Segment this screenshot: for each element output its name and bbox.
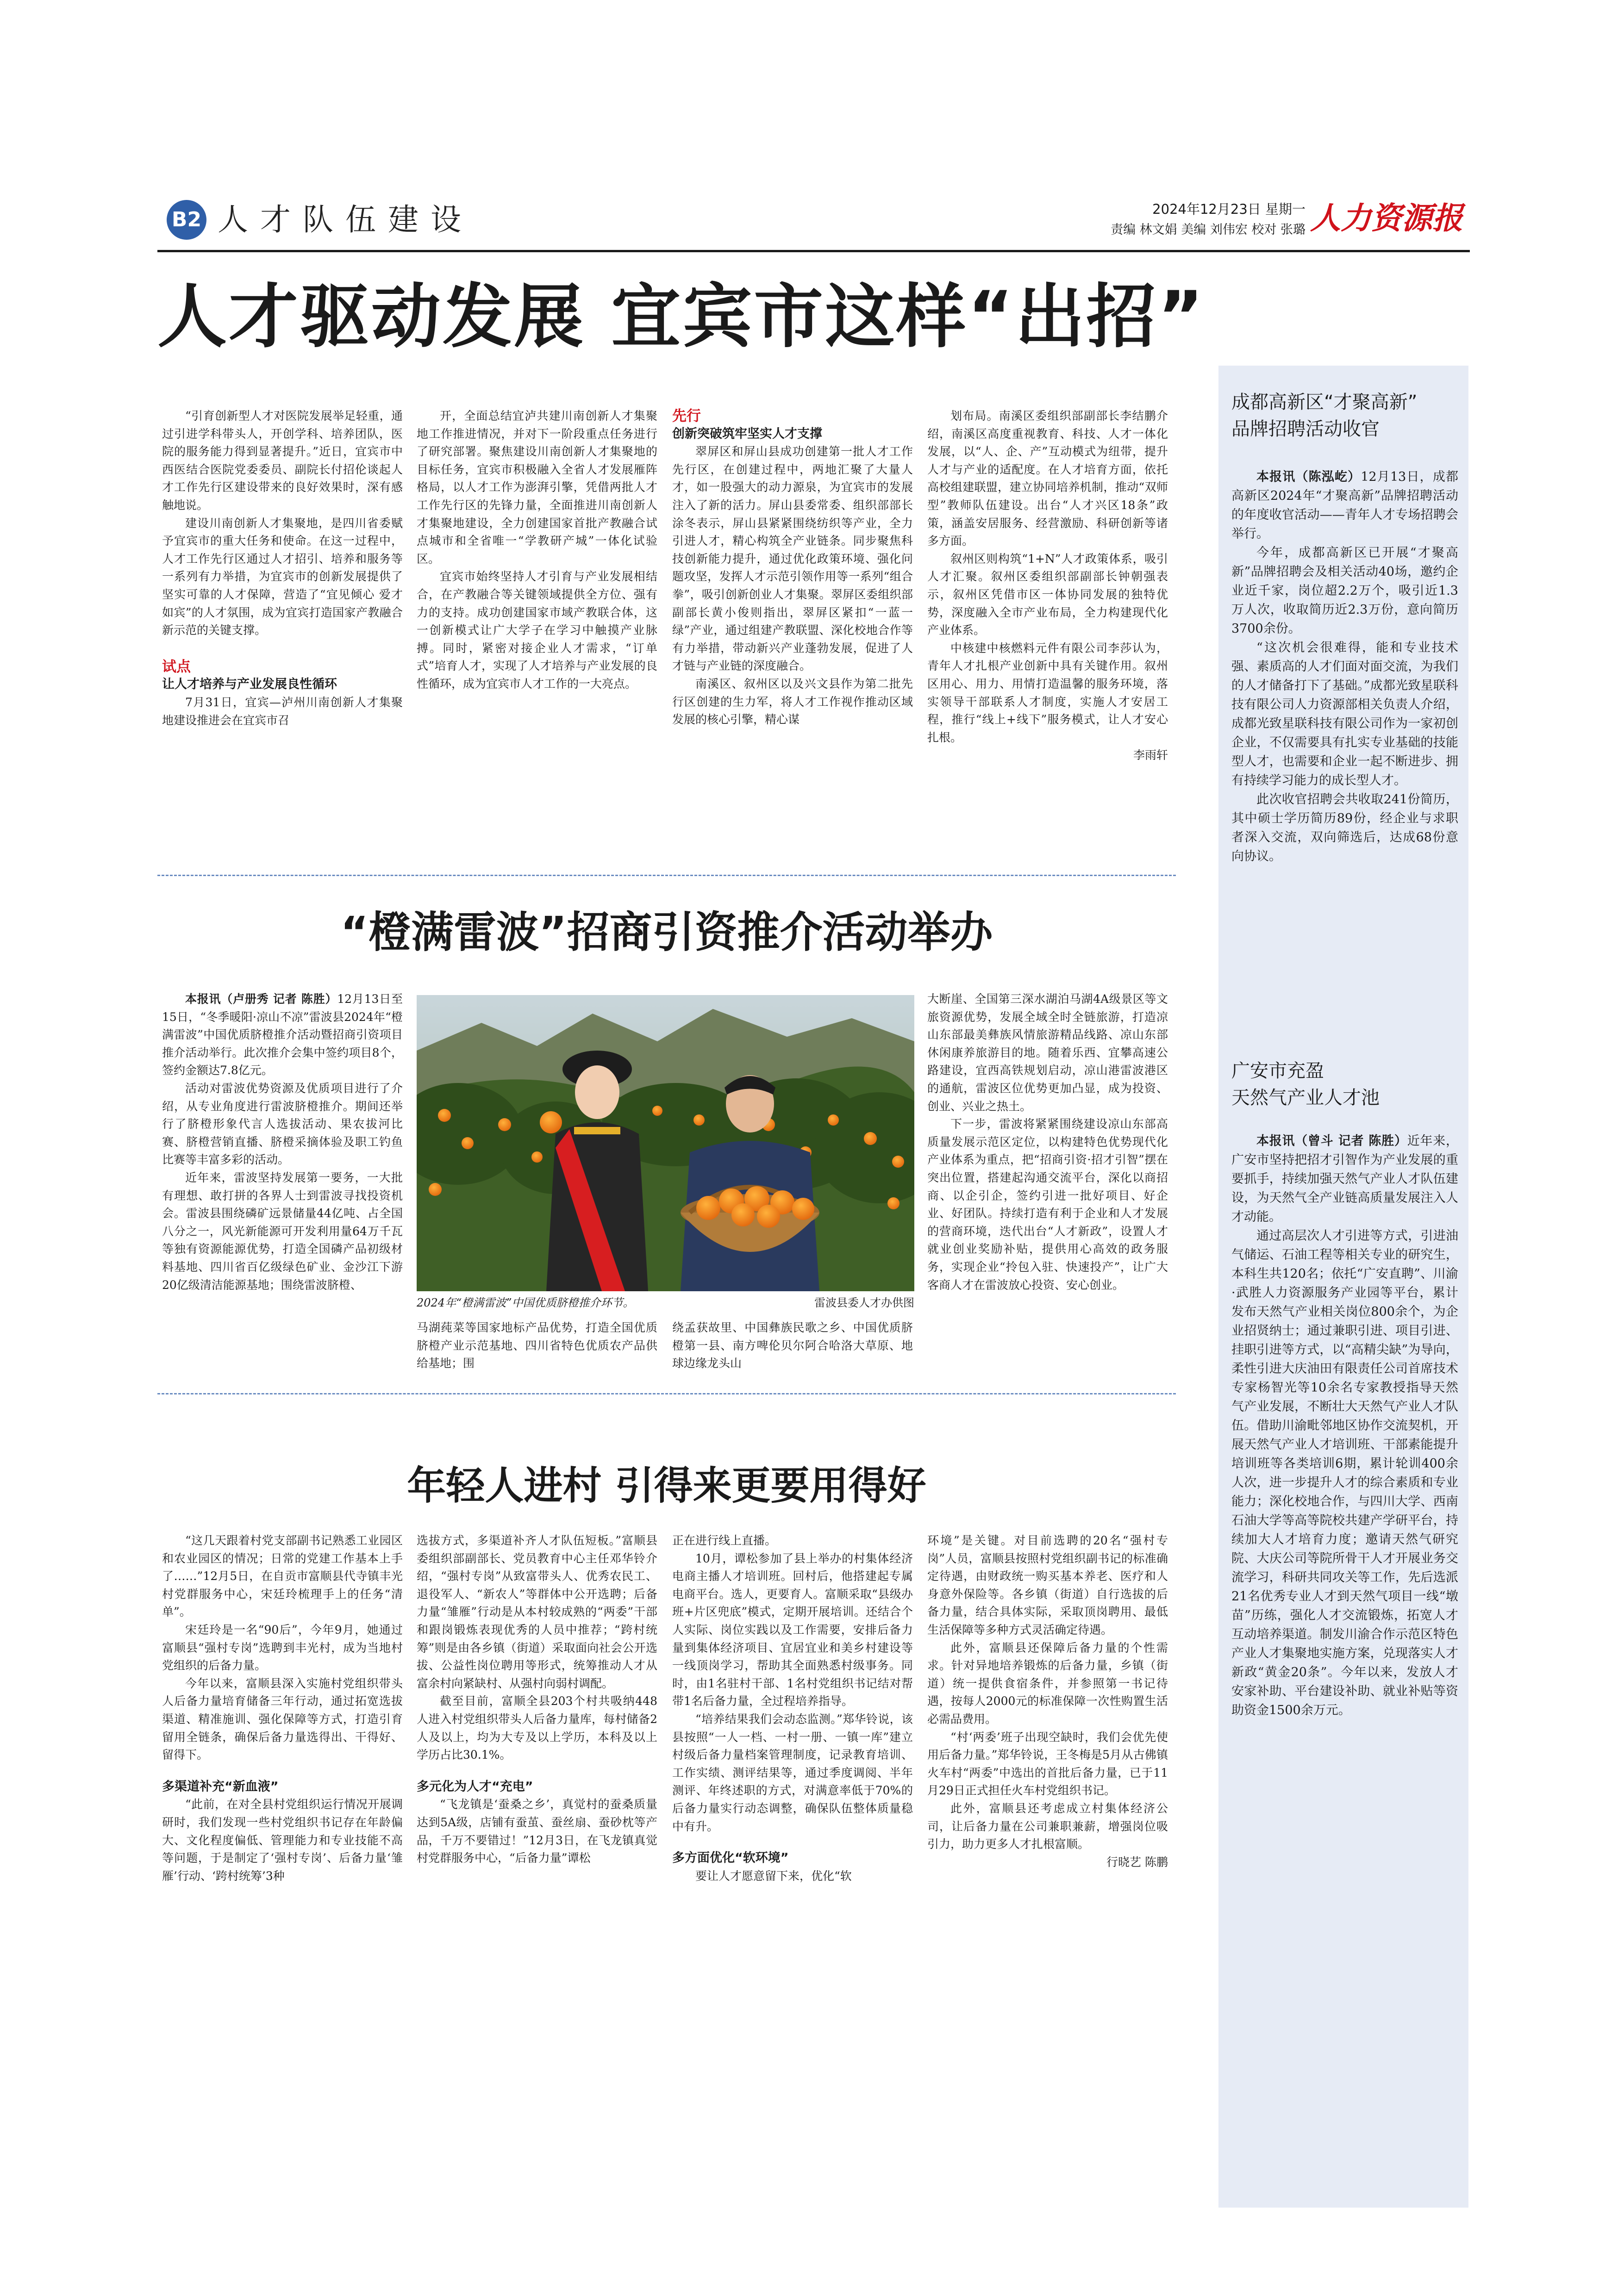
article1-para: 叙州区则构筑“1+N”人才政策体系，吸引人才汇聚。叙州区委组织部副部长钟朝强表示，叙州区凭借市区一体协同发展的独特优势，深度融入全市产业布局，全力构建现代化产业体系。 [927,552,1168,637]
orange-promotion-photo [417,995,914,1291]
article3-col4 [927,1532,1168,1871]
article2-para: 活动对雷波优势资源及优质项目进行了介绍，从专业角度进行雷波脐橙推介。期间还举行了脐橙形象代言人选拔活动、果农拔河比赛、脐橙营销直播、脐橙采摘体验及职工钓鱼比赛等丰富多彩的活动。 [162,1081,403,1167]
sidebar-article1-title [1231,389,1458,442]
page-number: B2 [171,208,202,231]
sidebar-article2-byline: 本报讯（曾斗 记者 陈胜） [1256,1134,1407,1148]
article3-para: “飞龙镇是‘蚕桑之乡’，真觉村的蚕桑质量达到5A级，店铺有蚕茧、蚕丝扇、蚕砂枕等产品，千万不要错过！”12月3日，在飞龙镇真觉村党群服务中心，“后备力量”谭松 [417,1798,657,1865]
article3-para: 截至目前，富顺全县203个村共吸纳448人进入村党组织带头人后备力量库，每村储备2人及以上，均为大专及以上学历，本科及以上学历占比30.1%。 [417,1694,657,1762]
article3-col3 [672,1532,913,1885]
article2-para1-text: 12月13日至15日，“冬季暖阳·凉山不凉”雷波县2024年“橙满雷波”中国优质脐橙推介活动暨招商引资项目推介活动举行。此次推介会集中签约项目8个，签约金额达7.8亿元。 [162,992,403,1077]
article3-para: “这几天跟着村党支部副书记熟悉工业园区和农业园区的情况；日常的党建工作基本上手了……”12月5日，在自贡市富顺县代寺镇丰光村党群服务中心，宋廷玲梳理手上的任务“清单”。 [162,1534,403,1619]
sidebar-article2-title [1231,1058,1458,1111]
sidebar-article2-title-line2: 天然气产业人才池 [1231,1087,1380,1108]
article3-para: “村‘两委’班子出现空缺时，我们会优先使用后备力量。”郑华铃说，王冬梅是5月从古佛镇火车村“两委”中选出的首批后备力量，已于11月29日正式担任火车村党组织书记。 [927,1730,1168,1798]
article3-para: 此外，富顺县还考虑成立村集体经济公司，让后备力量在公司兼职兼薪，增强岗位吸引力，助力更多人才扎根富顺。 [927,1801,1168,1851]
article1-sub2-label: 先行 [672,408,701,424]
article3-col2 [417,1532,657,1867]
newspaper-name: 人力资源报 [1310,200,1463,236]
article3-para: 环境”是关键。对目前选聘的20名“强村专岗”人员，富顺县按照村党组织副书记的标准确定待遇，由财政统一购买基本养老、医疗和人身意外保险等。各乡镇（街道）自行选拔的后备力量，结合具体实际，采取顶岗聘用、最低生活保障等多种方式灵活确定待遇。 [927,1534,1168,1636]
sidebar-article2-para1 [1231,1132,1458,1226]
editors-line: 责编 林文娟 美编 刘伟宏 校对 张璐 [1111,223,1305,237]
article2-col2 [417,1319,657,1373]
separator-1 [157,875,1176,876]
article1-para: 建设川南创新人才集聚地，是四川省委赋予宜宾市的重大任务和使命。在这一过程中，人才工作先行区通过人才招引、培养和服务等一系列有力举措，为宜宾市的创新发展提供了坚实可靠的人才保障，营造了“宜见倾心 爱才如宾”的人才氛围，成为宜宾打造国家产教融合新示范的关键支撑。 [162,516,403,637]
article1-para: 宜宾市始终坚持人才引育与产业发展相结合，在产教融合等关键领域提供全方位、强有力的支持。成功创建国家市域产教联合体，这一创新模式让广大学子在学习中触摸产业脉搏。同时，紧密对接企业人才需求，“订单式”培育人才，实现了人才培养与产业发展的良性循环，成为宜宾市人才工作的一大亮点。 [417,570,657,691]
sidebar-article2-para: 通过高层次人才引进等方式，引进油气储运、石油工程等相关专业的研究生，本科生共120名；依托“广安直聘”、川渝·武胜人力资源服务产业园等平台，累计发布天然气产业相关岗位800余个，为企业招贤纳士；通过兼职引进、项目引进、挂职引进等方式，以“高精尖缺”为导向，柔性引进大庆油田有限责任公司首席技术专家杨智光等10余名专家教授指导天然气产业发展，不断壮大天然气产业人才队伍。借助川渝毗邻地区协作交流契机，开展天然气产业人才培训班、干部素能提升培训班等各类培训6期，累计轮训400余人次，进一步提升人才的综合素质和专业能力；深化校地合作，与四川大学、西南石油大学等高等院校共建产学研平台，持续加大人才培育力度；邀请天然气研究院、大庆公司等院所骨干人才开展业务交流学习，科研共同攻关等工作，先后选派21名优秀专业人才到天然气项目一线“墩苗”历练，强化人才交流锻炼，拓宽人才互动培养渠道。制发川渝合作示范区特色产业人才集聚地实施方案，兑现落实人才新政“黄金20条”。今年以来，发放人才安家补助、平台建设补助、就业补贴等资助资金1500余万元。 [1231,1229,1458,1717]
sidebar-article1-title-line1: 成都高新区“才聚高新” [1231,392,1418,413]
sidebar-article2-para1-text: 近年来，广安市坚持把招才引智作为产业发展的重要抓手，持续加强天然气产业人才队伍建设，为天然气全产业链高质量发展注入人才动能。 [1231,1134,1458,1224]
article3-para: 正在进行线上直播。 [672,1534,777,1547]
article1-para: 中核建中核燃料元件有限公司李莎认为，青年人才扎根产业创新中具有关键作用。叙州区用心、用力、用情打造温馨的服务环境，落实领导干部联系人才制度，实施人才安居工程，推行“线上+线下”服务模式，让人才安心扎根。 [927,641,1168,744]
article3-author: 行晓艺 陈鹏 [1106,1855,1168,1869]
header-rule [157,250,1470,252]
article3-para: 要让人才愿意留下来，优化“软 [695,1869,852,1883]
photo-credit: 雷波县委人才办供图 [814,1296,914,1309]
issue-date: 2024年12月23日 星期一 [1152,201,1305,217]
article2-byline: 本报讯（卢册秀 记者 陈胜） [185,992,337,1006]
article3-para: 10月，谭松参加了县上举办的村集体经济电商主播人才培训班。回村后，他搭建起专属电商平台。选人，更要育人。富顺采取“县级办班+片区兜底”模式，定期开展培训。还结合个人实际、岗位实践以及工作需要，安排后备力量到集体经济项目、宜居宜业和美乡村建设等一线顶岗学习，帮助其全面熟悉村级事务。同时，由1名驻村干部、1名村党组织书记结对帮带1名后备力量，全过程培养指导。 [672,1551,913,1708]
article3-para: 今年以来，富顺县深入实施村党组织带头人后备力量培育储备三年行动，通过拓宽选拔渠道、精准施训、强化保障等方式，打造引育留用全链条，确保后备力量选得出、干得好、留得下。 [162,1676,403,1762]
article1-col4 [927,407,1168,765]
article1-col3 [672,407,913,729]
article3-para: “此前，在对全县村党组织运行情况开展调研时，我们发现一些村党组织书记存在年龄偏大、文化程度偏低、管理能力和专业技能不高等问题，于是制定了‘强村专岗’、后备力量‘雏雁’行动、‘跨村统筹’3种 [162,1798,403,1883]
sidebar-article1-para: “这次机会很难得，能和专业技术强、素质高的人才们面对面交流，为我们的人才储备打下了基础。”成都光致星联科技有限公司人力资源部相关负责人介绍，成都光致星联科技有限公司作为一家初创企业，不仅需要具有扎实专业基础的技能型人才，也需要和企业一起不断进步、拥有持续学习能力的成长型人才。 [1231,641,1458,788]
article3-para: “培养结果我们会动态监测。”郑华铃说，该县按照“一人一档、一村一册、一镇一库”建立村级后备力量档案管理制度，记录教育培训、工作实绩、测评结果等，通过季度调阅、半年测评、年终述职的方式，对满意率低于70%的后备力量实行动态调整，确保队伍整体质量稳中有升。 [672,1712,913,1833]
article2-headline: “橙满雷波”招商引资推介活动举办 [340,908,993,957]
sidebar-article1-para1-text: 12月13日，成都高新区2024年“才聚高新”品牌招聘活动的年度收官活动——青年人才专场招聘会举行。 [1231,470,1459,541]
article2-col3 [672,1319,913,1373]
sidebar-article1-body [1231,467,1458,866]
article1-sub1-label: 试点 [162,658,191,675]
sidebar-article2-body [1231,1132,1458,1720]
article1-col2 [417,407,657,693]
sidebar-article1-para: 此次收官招聘会共收取241份简历，其中硕士学历简历89份，经企业与求职者深入交流，双向筛选后，达成68份意向协议。 [1231,792,1458,864]
section-title: 人才队伍建设 [218,202,473,237]
sidebar-article1-para: 今年，成都高新区已开展“才聚高新”品牌招聘会及相关活动40场，邀约企业近千家，岗位超2.2万个，吸引近1.3万人次，收取简历近2.3万份，意向简历3700余份。 [1231,546,1458,636]
article3-sub1: 多渠道补充“新血液” [162,1779,279,1794]
article1-para: 翠屏区和屏山县成功创建第一批人才工作先行区，在创建过程中，两地汇聚了大量人才，如一股强大的动力源泉，为宜宾市的发展注入了新的活力。屏山县委常委、组织部部长涂冬表示，屏山县紧紧围绕纺织等产业，全力引进人才，精心构筑全产业链条。同步聚焦科技创新能力提升，通过优化政策环境、强化问题攻坚，发挥人才示范引领作用等一系列“组合拳”，吸引创新创业人才集聚。翠屏区委组织部副部长黄小俊则指出，翠屏区紧扣“一蓝一绿”产业，通过组建产教联盟、深化校地合作等有力举措，带动新兴产业蓬勃发展，促进了人才链与产业链的深度融合。 [672,445,913,673]
photo-caption-text: 2024年“橙满雷波”中国优质脐橙推介环节。 [417,1296,634,1309]
article1-para: 南溪区、叙州区以及兴文县作为第二批先行区创建的生力军，将人才工作视作推动区域发展的核心引擎，精心谋 [672,677,913,727]
article1-author: 李雨轩 [1133,748,1168,762]
article1-para: 划布局。南溪区委组织部副部长李结鹏介绍，南溪区高度重视教育、科技、人才一体化发展，以“人、企、产”互动模式为纽带，提升人才与产业的适配度。在人才培育方面，依托高校组建联盟，建立协同培养机制，推动“双师型”教师队伍建设。出台“人才兴区18条”政策，涵盖安居服务、经营激励、科研创新等诸多方面。 [927,409,1168,548]
article1-col1 [162,407,403,729]
page-number-badge [167,200,206,240]
article3-sub3: 多方面优化“软环境” [672,1851,789,1866]
article2-photo [417,995,914,1291]
article3-col1 [162,1532,403,1885]
sidebar-article2-title-line1: 广安市充盈 [1231,1060,1324,1082]
article3-sub2: 多元化为人才“充电” [417,1779,533,1794]
article2-para1 [162,990,403,1080]
article2-photo-caption [417,1294,914,1310]
article1-para: 7月31日，宜宾—泸州川南创新人才集聚地建设推进会在宜宾市召 [162,695,403,727]
article2-col4 [927,990,1168,1294]
article2-para: 近年来，雷波坚持发展第一要务，一大批有理想、敢打拼的各界人士到雷波寻找投资机会。雷波县围绕磷矿远景储量44亿吨、占全国八分之一，风光新能源可开发利用量64万千瓦等独有资源能源优势，打造全国磷产品初级材料基地、四川省百亿级绿色矿业、金沙江下游20亿级清洁能源基地；围绕雷波脐橙、 [162,1170,403,1292]
article2-para: 大断崖、全国第三深水湖泊马湖4A级景区等文旅资源优势，发展全域全时全链旅游，打造凉山东部最美彝族风情旅游精品线路、凉山东部休闲康养旅游目的地。随着乐西、宜攀高速公路建设，宜西高铁规划启动，凉山港雷波港区的通航，雷波区位优势更加凸显，成为投资、创业、兴业之热土。 [927,992,1168,1113]
separator-2 [157,1393,1176,1394]
article1-sub1-title: 让人才培养与产业发展良性循环 [162,677,337,692]
article3-para: 宋廷玲是一名“90后”，今年9月，她通过富顺县“强村专岗”选聘到丰光村，成为当地村党组织的后备力量。 [162,1623,403,1673]
article2-para: 下一步，雷波将紧紧围绕建设凉山东部高质量发展示范区定位，以构建特色优势现代化产业体系为重点，把“招商引资·招才引智”摆在突出位置，搭建起沟通交流平台，深化以商招商、以企引企，签约引进一批好项目、好企业、好团队。持续打造有利于企业和人才发展的营商环境，迭代出台“人才新政”，设置人才就业创业奖励补贴，提供用心高效的政务服务，实现企业“拎包入驻、快速投产”，让广大客商人才在雷波放心投资、安心创业。 [927,1117,1168,1292]
sidebar-article1-title-line2: 品牌招聘活动收官 [1231,418,1380,440]
article1-sub2-title: 创新突破筑牢坚实人才支撑 [672,426,822,441]
article3-para: 此外，富顺县还保障后备力量的个性需求。针对异地培养锻炼的后备力量，乡镇（街道）统一提供食宿条件，并参照第一书记待遇，按每人2000元的标准保障一次性购置生活必需品费用。 [927,1641,1168,1726]
article1-para: “引育创新型人才对医院发展举足轻重，通过引进学科带头人，开创学科、培养团队，医院的服务能力得到显著提升。”近日，宜宾市中西医结合医院党委委员、副院长付招伦谈起人才工作先行区建设带来的良好效果时，深有感触地说。 [162,409,403,512]
article2-col1 [162,990,403,1294]
article3-headline: 年轻人进村 引得来更要用得好 [407,1463,926,1508]
article3-para: 选拔方式，多渠道补齐人才队伍短板。”富顺县委组织部副部长、党员教育中心主任邓华铃介绍，“强村专岗”从致富带头人、优秀农民工、退役军人、“新农人”等群体中公开选聘；后备力量“雏雁”行动是从本村较成熟的“两委”干部和跟岗锻炼表现优秀的人员中推荐；“跨村统筹”则是由各乡镇（街道）采取面向社会公开选拔、公益性岗位聘用等形式，统筹推动人才从富余村向紧缺村、从强村向弱村调配。 [417,1534,657,1690]
sidebar-article1-para1 [1231,467,1458,543]
article1-headline: 人才驱动发展 宜宾市这样“出招” [157,277,1206,357]
article2-para: 马湖莼菜等国家地标产品优势，打造全国优质脐橙产业示范基地、四川省特色优质农产品供给基地；围 [417,1321,657,1370]
article2-para: 绕孟获故里、中国彝族民歌之乡、中国优质脐橙第一县、南方啤伦贝尔阿合哈洛大草原、地球边缘龙头山 [672,1321,913,1370]
sidebar-article1-byline: 本报讯（陈泓屹） [1256,470,1361,484]
article1-para: 开，全面总结宜泸共建川南创新人才集聚地工作推进情况，并对下一阶段重点任务进行了研究部署。聚焦建设川南创新人才集聚地的目标任务，宜宾市积极融入全省人才发展雁阵格局，以人才工作为澎湃引擎，凭借两批人才工作先行区的先锋力量，全面推进川南创新人才集聚地建设，全力创建国家首批产教融合试点城市和全省唯一“学教研产城”一体化试验区。 [417,409,657,566]
